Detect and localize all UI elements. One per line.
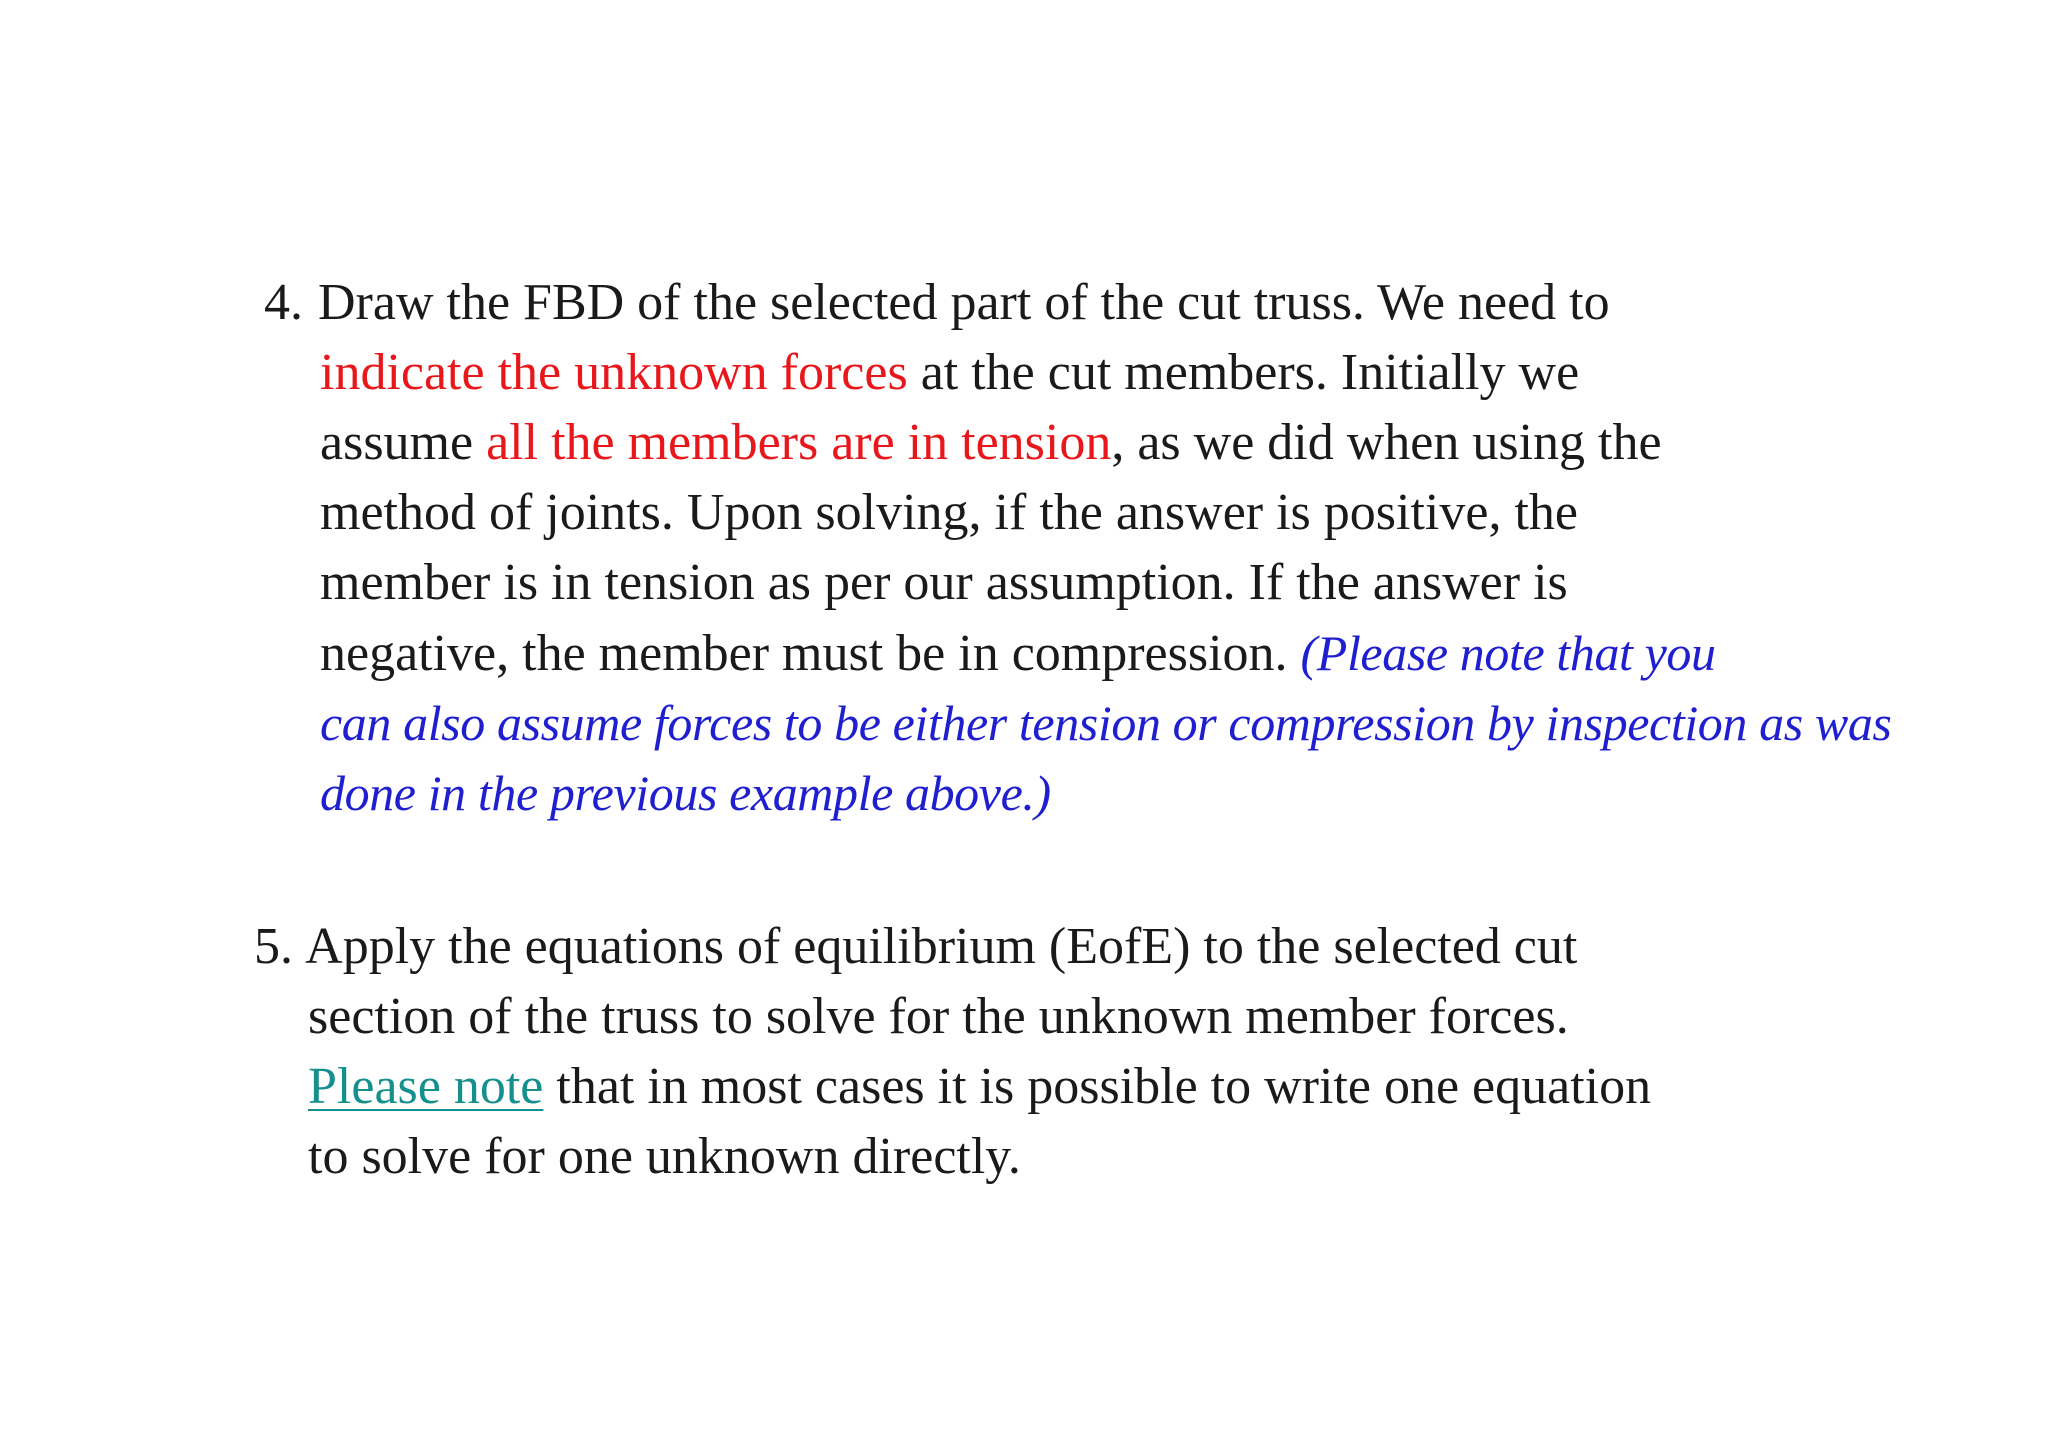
- step-5-paragraph: [254, 912, 1651, 1192]
- emphasis-tension-assumption: all the members are in tension: [486, 414, 1112, 471]
- step-4-line-3: [264, 408, 1891, 478]
- step-4-text: negative, the member must be in compression.: [320, 625, 1301, 682]
- step-4-line-2: [264, 338, 1891, 408]
- emphasis-unknown-forces: indicate the unknown forces: [320, 344, 908, 401]
- please-note-link[interactable]: Please note: [308, 1058, 544, 1115]
- step-4-line-6: [264, 618, 1891, 688]
- step-5-line-1: [254, 912, 1651, 982]
- step-5-line-3: [254, 1052, 1651, 1122]
- note-text: done in the previous example above.): [320, 765, 1051, 821]
- step-4-number: 4.: [264, 274, 303, 331]
- step-5-line-4: to solve for one unknown directly.: [308, 1128, 1021, 1185]
- step-5-number: 5.: [254, 918, 293, 975]
- step-4-paragraph: [264, 268, 1891, 828]
- step-5-text: that in most cases it is possible to write one equation: [543, 1058, 1652, 1115]
- step-4-line-7: [264, 688, 1891, 758]
- step-5-text: Apply the equations of equilibrium (EofE) to the selected cut: [305, 918, 1578, 975]
- step-4-line-5: member is in tension as per our assumption. If the answer is: [320, 554, 1568, 611]
- step-4-line-8: [264, 758, 1891, 828]
- step-4-line-1: [264, 268, 1891, 338]
- step-4-text: Draw the FBD of the selected part of the cut truss. We need to: [318, 274, 1610, 331]
- step-4-line-4: method of joints. Upon solving, if the answer is positive, the: [320, 484, 1578, 541]
- note-text: can also assume forces to be either tension or compression by inspection as was: [320, 695, 1892, 751]
- step-5-line-2: section of the truss to solve for the unknown member forces.: [308, 988, 1569, 1045]
- note-text: (Please note that you: [1300, 625, 1716, 681]
- step-4-text: at the cut members. Initially we: [907, 344, 1580, 401]
- step-4-text: , as we did when using the: [1111, 414, 1662, 471]
- step-4-text: assume: [320, 414, 487, 471]
